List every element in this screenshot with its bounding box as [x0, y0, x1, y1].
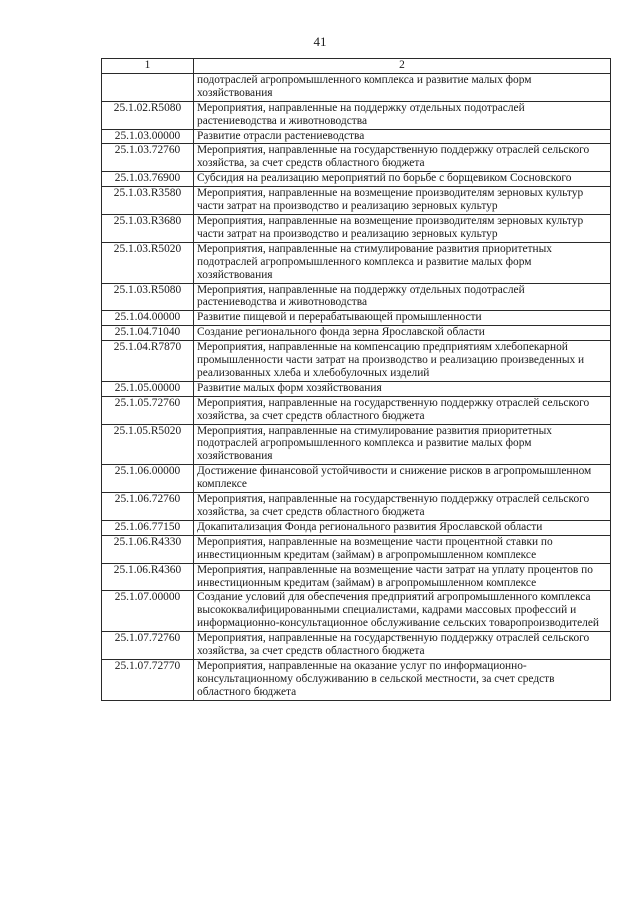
row-description: Мероприятия, направленные на государственную поддержку отраслей сельского хозяйства, за счет средств областного бюджета	[194, 396, 611, 424]
row-description: Мероприятия, направленные на компенсацию предприятиям хлебопекарной промышленности части затрат на производство и реализацию произведенных и реализованных хлеба и хлебобулочных изделий	[194, 341, 611, 382]
budget-classification-table	[101, 58, 611, 701]
row-description: Субсидия на реализацию мероприятий по борьбе с борщевиком Сосновского	[194, 172, 611, 187]
table-row	[102, 381, 611, 396]
row-description: Развитие пищевой и перерабатывающей промышленности	[194, 311, 611, 326]
row-code: 25.1.03.R5020	[102, 242, 194, 283]
row-code	[102, 73, 194, 101]
page-number: 41	[313, 34, 327, 49]
table-row	[102, 214, 611, 242]
table-row	[102, 659, 611, 700]
row-code: 25.1.07.72760	[102, 632, 194, 660]
row-description: Мероприятия, направленные на возмещение производителям зерновых культур части затрат на производство и реализацию зерновых культур	[194, 214, 611, 242]
row-code: 25.1.04.R7870	[102, 341, 194, 382]
row-code: 25.1.03.00000	[102, 129, 194, 144]
table-row	[102, 283, 611, 311]
table-header-row	[102, 59, 611, 74]
table-body	[102, 73, 611, 700]
table-row	[102, 311, 611, 326]
table-row	[102, 73, 611, 101]
row-code: 25.1.04.00000	[102, 311, 194, 326]
row-description: Мероприятия, направленные на государственную поддержку отраслей сельского хозяйства, за счет средств областного бюджета	[194, 493, 611, 521]
row-description: Мероприятия, направленные на стимулирование развития приоритетных подотраслей агропромышленного комплекса и развитие малых форм хозяйствования	[194, 424, 611, 465]
table-row	[102, 144, 611, 172]
row-code: 25.1.03.76900	[102, 172, 194, 187]
row-description: Докапитализация Фонда регионального развития Ярославской области	[194, 520, 611, 535]
row-description: Достижение финансовой устойчивости и снижение рисков в агропромышленном комплексе	[194, 465, 611, 493]
row-description: Развитие отрасли растениеводства	[194, 129, 611, 144]
table-row	[102, 326, 611, 341]
table-row	[102, 632, 611, 660]
table-row	[102, 129, 611, 144]
row-code: 25.1.05.00000	[102, 381, 194, 396]
table-row	[102, 535, 611, 563]
table-row	[102, 101, 611, 129]
row-description: Мероприятия, направленные на поддержку отдельных подотраслей растениеводства и животноводства	[194, 283, 611, 311]
table-row	[102, 520, 611, 535]
row-description: Развитие малых форм хозяйствования	[194, 381, 611, 396]
table-row	[102, 187, 611, 215]
row-description: Мероприятия, направленные на стимулирование развития приоритетных подотраслей агропромышленного комплекса и развитие малых форм хозяйствования	[194, 242, 611, 283]
table-row	[102, 396, 611, 424]
column-header-2: 2	[194, 59, 611, 74]
table-row	[102, 493, 611, 521]
row-description: Мероприятия, направленные на возмещение производителям зерновых культур части затрат на производство и реализацию зерновых культур	[194, 187, 611, 215]
row-description: Мероприятия, направленные на возмещение части затрат на уплату процентов по инвестиционным кредитам (займам) в агропромышленном комплексе	[194, 563, 611, 591]
row-code: 25.1.07.00000	[102, 591, 194, 632]
row-code: 25.1.02.R5080	[102, 101, 194, 129]
row-description: Создание условий для обеспечения предприятий агропромышленного комплекса высококвалифицированными специалистами, кадрами массовых профессий и информационно-консультационное обслуживание сельских товаропроизводителей	[194, 591, 611, 632]
row-code: 25.1.03.R3680	[102, 214, 194, 242]
table-row	[102, 591, 611, 632]
row-description: Мероприятия, направленные на государственную поддержку отраслей сельского хозяйства, за счет средств областного бюджета	[194, 144, 611, 172]
row-code: 25.1.04.71040	[102, 326, 194, 341]
row-code: 25.1.06.R4360	[102, 563, 194, 591]
row-code: 25.1.03.R3580	[102, 187, 194, 215]
row-code: 25.1.05.72760	[102, 396, 194, 424]
table-row	[102, 242, 611, 283]
row-description: Мероприятия, направленные на возмещение части процентной ставки по инвестиционным кредитам (займам) в агропромышленном комплексе	[194, 535, 611, 563]
row-code: 25.1.06.72760	[102, 493, 194, 521]
row-description: подотраслей агропромышленного комплекса и развитие малых форм хозяйствования	[194, 73, 611, 101]
row-code: 25.1.06.R4330	[102, 535, 194, 563]
row-code: 25.1.07.72770	[102, 659, 194, 700]
table-row	[102, 424, 611, 465]
column-header-1: 1	[102, 59, 194, 74]
table-row	[102, 172, 611, 187]
row-code: 25.1.03.72760	[102, 144, 194, 172]
table-row	[102, 465, 611, 493]
row-description: Создание регионального фонда зерна Ярославской области	[194, 326, 611, 341]
row-description: Мероприятия, направленные на государственную поддержку отраслей сельского хозяйства, за счет средств областного бюджета	[194, 632, 611, 660]
row-description: Мероприятия, направленные на оказание услуг по информационно-консультационному обслуживанию в сельской местности, за счет средств областного бюджета	[194, 659, 611, 700]
row-code: 25.1.03.R5080	[102, 283, 194, 311]
row-code: 25.1.05.R5020	[102, 424, 194, 465]
row-code: 25.1.06.77150	[102, 520, 194, 535]
table-row	[102, 563, 611, 591]
row-description: Мероприятия, направленные на поддержку отдельных подотраслей растениеводства и животноводства	[194, 101, 611, 129]
table-row	[102, 341, 611, 382]
row-code: 25.1.06.00000	[102, 465, 194, 493]
